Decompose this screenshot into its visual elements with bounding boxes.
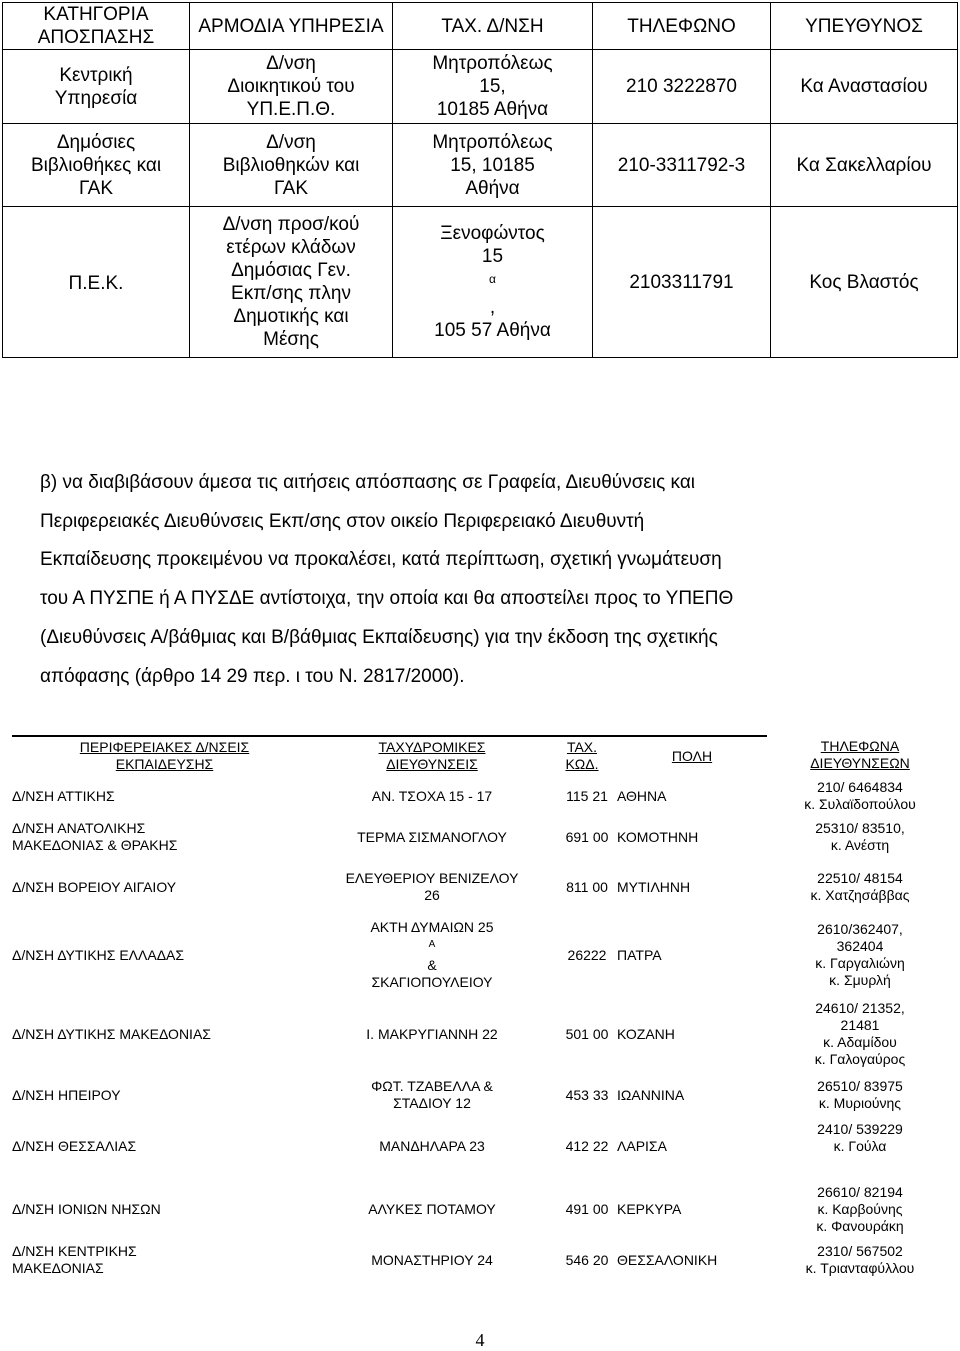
directorate-cell: Δ/ΝΣΗ ΙΟΝΙΩΝ ΝΗΣΩΝ <box>12 1200 161 1217</box>
city-cell: ΘΕΣΣΑΛΟΝΙΚΗ <box>617 1251 718 1268</box>
city-cell: ΚΟΖΑΝΗ <box>617 1025 675 1042</box>
address-cell: ΤΕΡΜΑ ΣΙΣΜΑΝΟΓΛΟΥ <box>357 828 507 845</box>
table-row <box>12 997 948 1071</box>
zip-cell: 412 22 <box>565 1137 609 1154</box>
header-person: ΥΠΕΥΘΥΝΟΣ <box>771 3 958 50</box>
header-city: ΠΟΛΗ <box>617 735 767 775</box>
zip-cell: 453 33 <box>565 1086 609 1103</box>
directorate-cell: Δ/ΝΣΗ ΔΥΤΙΚΗΣ ΜΑΚΕΔΟΝΙΑΣ <box>12 1025 211 1042</box>
city-cell: ΑΘΗΝΑ <box>617 787 667 804</box>
instructions-paragraph <box>40 464 912 696</box>
table-row <box>12 917 948 993</box>
paragraph-line: απόφασης (άρθρο 14 29 περ. ι του Ν. 2817/2000). <box>40 665 465 687</box>
zip-cell: 546 20 <box>565 1251 609 1268</box>
address-cell: Ξενοφώντος 15 $^\alpha$ , 105 57 Αθήνα <box>393 207 593 358</box>
header-service: ΑΡΜΟΔΙΑ ΥΠΗΡΕΣΙΑ <box>190 3 393 50</box>
table-row <box>3 50 958 124</box>
address-cell: ΜΟΝΑΣΤΗΡΙΟΥ 24 <box>371 1251 493 1268</box>
phone-cell: 22510/ 48154 κ. Χατζησάββας <box>810 870 910 903</box>
phone-cell: 210/ 6464834 κ. Συλαϊδοπούλου <box>804 779 916 812</box>
page-number: 4 <box>475 1330 485 1350</box>
person-cell: Κα Σακελλαρίου <box>771 124 958 207</box>
zip-cell: 115 21 <box>566 787 608 804</box>
paragraph-line: β) να διαβιβάσουν άμεσα τις αιτήσεις απόσπασης σε Γραφεία, Διευθύνσεις και <box>40 472 696 493</box>
address-cell: ΑΚΤΗ ΔΥΜΑΙΩΝ 25 $^A$ & ΣΚΑΓΙΟΠΟΥΛΕΙΟΥ <box>370 919 494 990</box>
paragraph-line: (Διευθύνσεις Α/βάθμιας και Β/βάθμιας Εκπαίδευσης) για την έκδοση της σχετικής <box>40 626 718 648</box>
address-cell: Μητροπόλεως 15, 10185 Αθήνα <box>393 124 593 207</box>
phone-cell: 2310/ 567502 κ. Τριανταφύλλου <box>805 1243 915 1276</box>
address-cell: Μητροπόλεως 15, 10185 Αθήνα <box>393 50 593 124</box>
table-row <box>12 1119 948 1157</box>
zip-cell: 811 00 <box>566 878 608 895</box>
header-postal: ΤΑΧΥΔΡΟΜΙΚΕΣ ΔΙΕΥΘΥΝΣΕΙΣ <box>317 735 547 775</box>
city-cell: ΙΩΑΝΝΙΝΑ <box>617 1086 685 1103</box>
address-cell: ΑΝ. ΤΣΟΧΑ 15 - 17 <box>371 787 493 804</box>
address-cell: Ι. ΜΑΚΡΥΓΙΑΝΝΗ 22 <box>366 1025 498 1042</box>
phone-cell: 210-3311792-3 <box>593 124 771 207</box>
table-row <box>12 1075 948 1115</box>
directorate-cell: Δ/ΝΣΗ ΔΥΤΙΚΗΣ ΕΛΛΑΔΑΣ <box>12 946 185 963</box>
header-directorate: ΠΕΡΙΦΕΡΕΙΑΚΕΣ Δ/ΝΣΕΙΣ ΕΚΠΑΙΔΕΥΣΗΣ <box>12 735 317 775</box>
phone-cell: 2410/ 539229 κ. Γούλα <box>817 1121 903 1154</box>
departments-table <box>2 2 958 358</box>
table-row <box>12 865 948 909</box>
phone-cell: 210 3222870 <box>593 50 771 124</box>
address-cell: ΑΛΥΚΕΣ ΠΟΤΑΜΟΥ <box>368 1200 496 1217</box>
phone-cell: 24610/ 21352, 21481 κ. Αδαμίδου κ. Γαλογαύρος <box>814 1000 906 1067</box>
person-cell: Κος Βλαστός <box>771 207 958 358</box>
table-row <box>12 817 948 857</box>
category-cell: Κεντρική Υπηρεσία <box>3 50 190 124</box>
service-cell: Δ/νση Διοικητικού του ΥΠ.Ε.Π.Θ. <box>190 50 393 124</box>
category-cell: Δημόσιες Βιβλιοθήκες και ΓΑΚ <box>3 124 190 207</box>
zip-cell: 491 00 <box>565 1200 609 1217</box>
table-row <box>3 124 958 207</box>
zip-cell: 691 00 <box>565 828 609 845</box>
phone-cell: 25310/ 83510, κ. Ανέστη <box>815 820 905 853</box>
city-cell: ΚΕΡΚΥΡΑ <box>617 1200 682 1217</box>
service-cell: Δ/νση Βιβλιοθηκών και ΓΑΚ <box>190 124 393 207</box>
category-cell: Π.Ε.Κ. <box>3 207 190 358</box>
table-row <box>12 1181 948 1237</box>
person-cell: Κα Αναστασίου <box>771 50 958 124</box>
directorate-cell: Δ/ΝΣΗ ΘΕΣΣΑΛΙΑΣ <box>12 1137 137 1154</box>
phone-cell: 2103311791 <box>593 207 771 358</box>
city-cell: ΠΑΤΡΑ <box>617 946 662 963</box>
table-row <box>12 778 948 814</box>
paragraph-line: Εκπαίδευσης προκειμένου να προκαλέσει, κατά περίπτωση, σχετική γνωμάτευση <box>40 549 722 571</box>
header-address: ΤΑΧ. Δ/ΝΣΗ <box>393 3 593 50</box>
zip-cell: 26222 <box>567 946 607 963</box>
address-cell: ΜΑΝΔΗΛΑΡΑ 23 <box>379 1137 485 1154</box>
table-row <box>3 207 958 358</box>
address-cell: ΕΛΕΥΘΕΡΙΟΥ ΒΕΝΙΖΕΛΟΥ 26 <box>345 870 519 903</box>
service-cell: Δ/νση προσ/κού ετέρων κλάδων Δημόσιας Γεν. Εκπ/σης πλην Δημοτικής και Μέσης <box>190 207 393 358</box>
phone-cell: 26610/ 82194 κ. Καρβούνης κ. Φανουράκη <box>816 1183 904 1234</box>
directorate-cell: Δ/ΝΣΗ ΒΟΡΕΙΟΥ ΑΙΓΑΙΟΥ <box>12 878 177 895</box>
address-cell: ΦΩΤ. ΤΖΑΒΕΛΛΑ & ΣΤΑΔΙΟΥ 12 <box>371 1078 493 1111</box>
header-phones: ΤΗΛΕΦΩΝΑ ΔΙΕΥΘΥΝΣΕΩΝ <box>810 738 910 771</box>
header-zip: ΤΑΧ. ΚΩΔ. <box>547 735 617 775</box>
header-category: ΚΑΤΗΓΟΡΙΑ ΑΠΟΣΠΑΣΗΣ <box>3 3 190 50</box>
phone-cell: 2610/362407, 362404 κ. Γαργαλιώνη κ. Σμυρλή <box>815 921 905 988</box>
zip-cell: 501 00 <box>565 1025 609 1042</box>
directorate-cell: Δ/ΝΣΗ ΚΕΝΤΡΙΚΗΣ ΜΑΚΕΔΟΝΙΑΣ <box>12 1243 137 1276</box>
table-row <box>12 1240 948 1280</box>
header-phone: ΤΗΛΕΦΩΝΟ <box>593 3 771 50</box>
directorate-cell: Δ/ΝΣΗ ΗΠΕΙΡΟΥ <box>12 1086 121 1103</box>
directorate-cell: Δ/ΝΣΗ ΑΤΤΙΚΗΣ <box>12 787 115 804</box>
city-cell: ΚΟΜΟΤΗΝΗ <box>617 828 699 845</box>
table-header-row <box>3 3 958 50</box>
phone-cell: 26510/ 83975 κ. Μυριούνης <box>817 1078 903 1111</box>
directorate-cell: Δ/ΝΣΗ ΑΝΑΤΟΛΙΚΗΣ ΜΑΚΕΔΟΝΙΑΣ & ΘΡΑΚΗΣ <box>12 820 178 853</box>
city-cell: ΛΑΡΙΣΑ <box>617 1137 667 1154</box>
city-cell: ΜΥΤΙΛΗΝΗ <box>617 878 691 895</box>
paragraph-line: του Α ΠΥΣΠΕ ή Α ΠΥΣΔΕ αντίστοιχα, την οποία και θα αποστείλει προς το ΥΠΕΠΘ <box>40 588 734 610</box>
paragraph-line: Περιφερειακές Διευθύνσεις Εκπ/σης στον οικείο Περιφερειακό Διευθυντή <box>40 510 645 532</box>
